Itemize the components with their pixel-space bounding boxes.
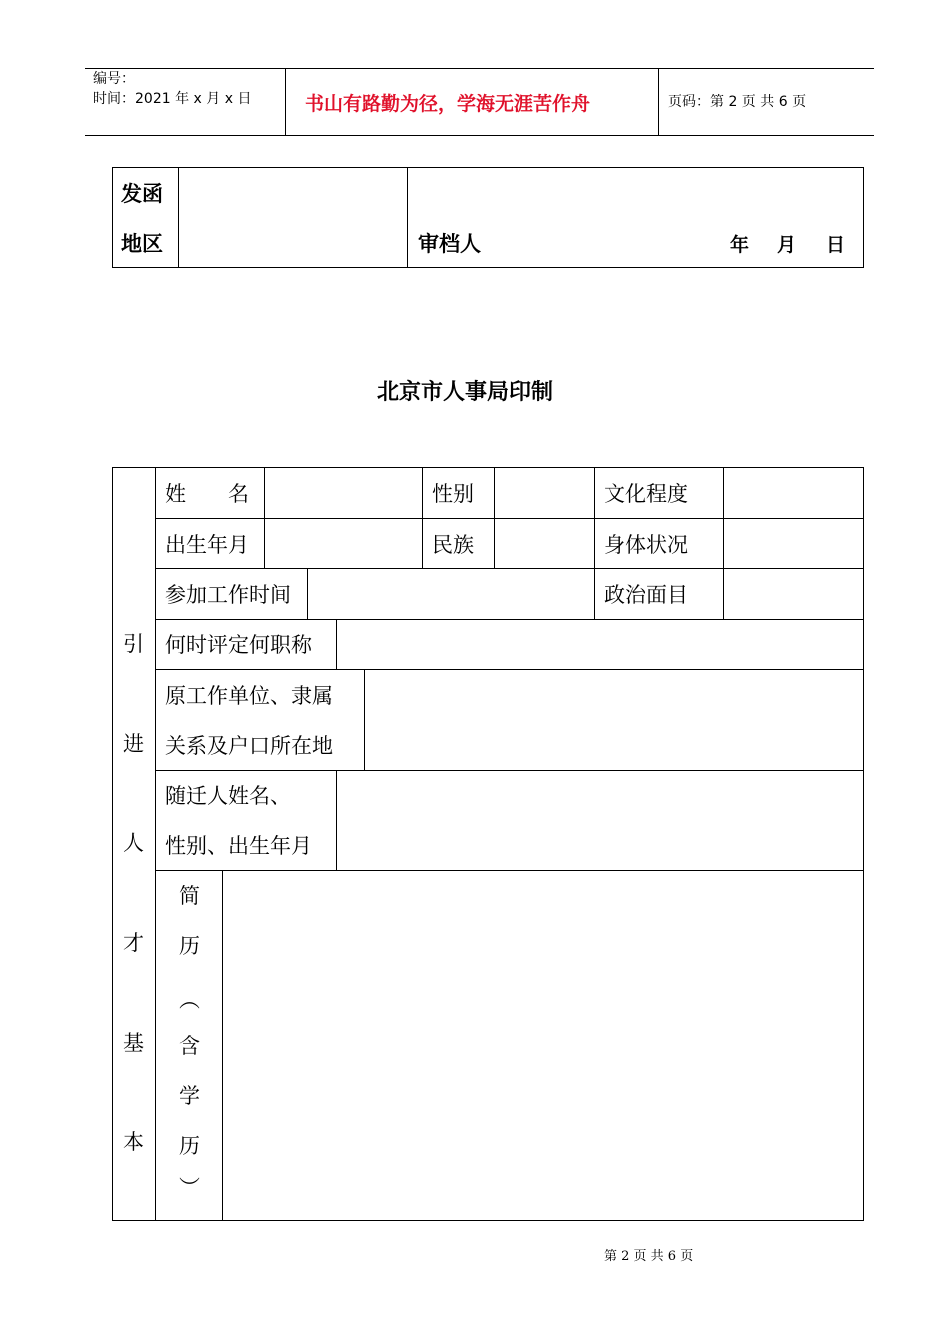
sending-region-label-line2: 地区 bbox=[121, 232, 163, 256]
gender-field[interactable] bbox=[496, 469, 593, 517]
work-start-field[interactable] bbox=[309, 570, 593, 618]
archivist-field[interactable] bbox=[485, 225, 715, 263]
row-line-5 bbox=[155, 770, 864, 771]
political-status-label: 政治面目 bbox=[604, 583, 688, 607]
page-footer: 第 2 页 共 6 页 bbox=[604, 1249, 694, 1264]
col-line-a bbox=[264, 467, 265, 569]
col-line-worktime bbox=[307, 568, 308, 620]
document-number-label: 编号： bbox=[93, 71, 135, 87]
resume-label-char-1: 简 bbox=[179, 884, 200, 908]
side-label-char-4: 才 bbox=[123, 931, 144, 955]
row-line-6 bbox=[155, 870, 864, 871]
education-label: 文化程度 bbox=[604, 482, 688, 506]
side-label-char-5: 基 bbox=[123, 1031, 144, 1055]
publisher-title: 北京市人事局印制 bbox=[377, 380, 554, 405]
ethnicity-field[interactable] bbox=[496, 520, 593, 567]
health-label: 身体状况 bbox=[604, 533, 688, 557]
row-line-4 bbox=[155, 669, 864, 670]
col-line-prevunit bbox=[364, 669, 365, 771]
document-time-label: 时间：2021 年 x 月 x 日 bbox=[93, 91, 252, 107]
gender-label: 性别 bbox=[432, 482, 474, 506]
date-day-label: 日 bbox=[826, 234, 846, 256]
row-line-2 bbox=[155, 568, 864, 569]
title-date-field[interactable] bbox=[338, 621, 863, 668]
header-divider-left bbox=[285, 68, 286, 136]
col-line-c bbox=[494, 467, 495, 569]
archivist-label: 审档人 bbox=[418, 232, 481, 256]
side-column-divider bbox=[155, 467, 156, 1221]
header-divider-right bbox=[658, 68, 659, 136]
health-field[interactable] bbox=[725, 520, 863, 567]
side-label-char-2: 进 bbox=[123, 732, 144, 756]
date-year-label: 年 bbox=[730, 234, 750, 256]
col-line-e bbox=[723, 467, 724, 620]
dispatch-divider-1 bbox=[178, 167, 179, 268]
row-line-1 bbox=[155, 518, 864, 519]
work-start-label: 参加工作时间 bbox=[165, 583, 291, 607]
prev-unit-field[interactable] bbox=[366, 671, 863, 769]
side-label-char-1: 引 bbox=[123, 632, 144, 656]
col-line-title bbox=[336, 619, 337, 670]
ethnicity-label: 民族 bbox=[432, 533, 474, 557]
resume-field[interactable] bbox=[224, 872, 863, 1220]
birth-date-label: 出生年月 bbox=[165, 533, 249, 557]
col-line-d bbox=[594, 467, 595, 620]
col-line-companion bbox=[336, 770, 337, 871]
birth-date-field[interactable] bbox=[266, 520, 421, 567]
companion-label-line1: 随迁人姓名、 bbox=[165, 784, 291, 808]
prev-unit-label-line1: 原工作单位、隶属 bbox=[165, 684, 333, 708]
companion-label-line2: 性别、出生年月 bbox=[165, 834, 312, 858]
col-line-b bbox=[422, 467, 423, 569]
name-field[interactable] bbox=[266, 469, 421, 517]
resume-label-char-3: ︵ bbox=[179, 988, 200, 1012]
title-date-label: 何时评定何职称 bbox=[165, 633, 312, 657]
row-line-3 bbox=[155, 619, 864, 620]
sending-region-label-line1: 发函 bbox=[121, 182, 163, 206]
date-month-label: 月 bbox=[777, 234, 797, 256]
companion-field[interactable] bbox=[338, 772, 863, 869]
resume-label-char-6: 历 bbox=[179, 1134, 200, 1158]
resume-label-char-2: 历 bbox=[179, 934, 200, 958]
education-field[interactable] bbox=[725, 469, 863, 517]
political-status-field[interactable] bbox=[725, 570, 863, 618]
header-motto: 书山有路勤为径，学海无涯苦作舟 bbox=[305, 93, 591, 115]
col-line-resume bbox=[222, 870, 223, 1221]
header-top-border bbox=[85, 68, 874, 69]
page-number-label: 页码：第 2 页 共 6 页 bbox=[668, 94, 807, 110]
header-bottom-border bbox=[85, 135, 874, 136]
name-label: 姓 名 bbox=[165, 482, 249, 506]
resume-label-char-4: 含 bbox=[179, 1034, 200, 1058]
dispatch-divider-2 bbox=[407, 167, 408, 268]
prev-unit-label-line2: 关系及户口所在地 bbox=[165, 734, 333, 758]
resume-label-char-7: ︶ bbox=[179, 1176, 200, 1200]
sending-region-field[interactable] bbox=[180, 169, 406, 266]
side-label-char-3: 人 bbox=[123, 831, 144, 855]
resume-label-char-5: 学 bbox=[179, 1084, 200, 1108]
side-label-char-6: 本 bbox=[123, 1130, 144, 1154]
